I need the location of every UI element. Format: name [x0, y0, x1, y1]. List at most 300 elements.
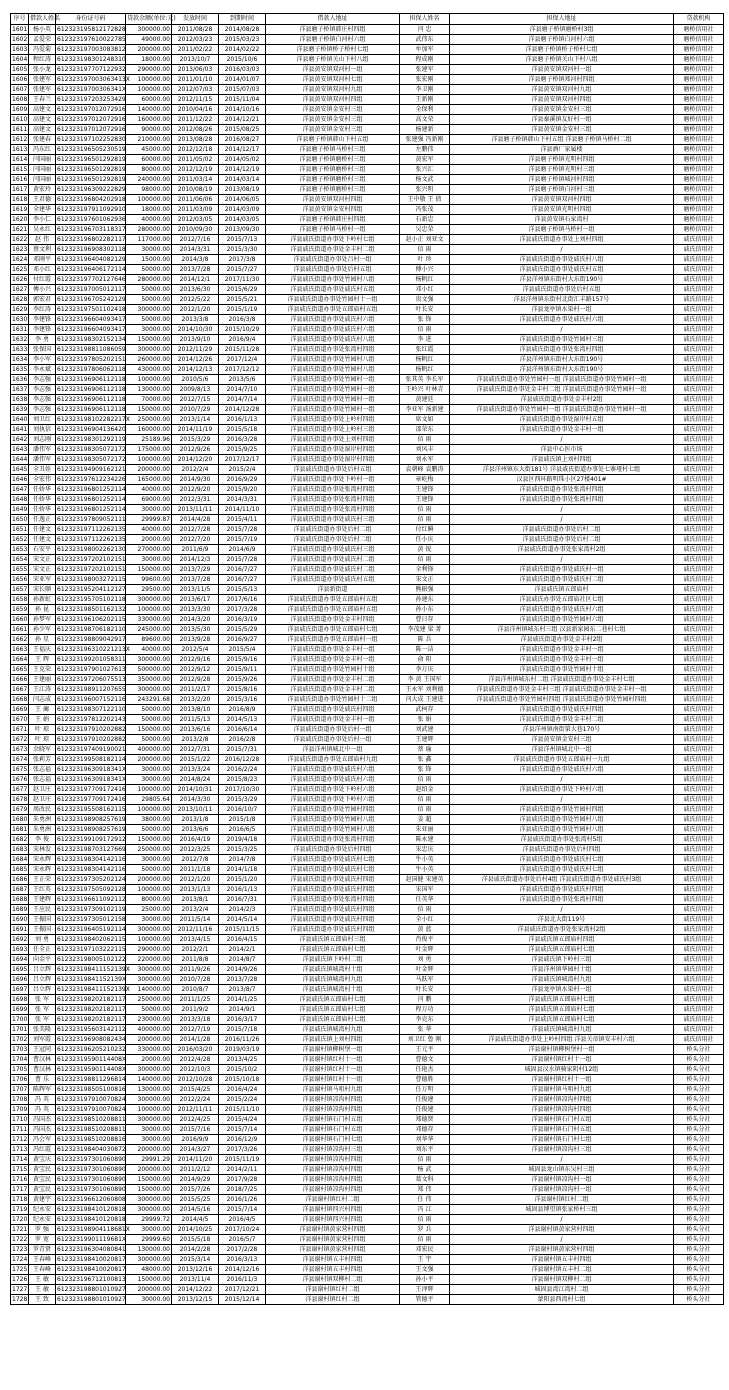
- table-row: [11, 725, 724, 735]
- cell-index: 1622: [12, 235, 28, 243]
- table-row: [11, 915, 724, 925]
- cell-index: 1724: [12, 1255, 28, 1263]
- cell-borrower: 朱勇洲: [29, 815, 56, 825]
- cell-guarantor: 张红霞: [400, 345, 450, 355]
- cell-guarantor-address: /: [450, 1235, 674, 1245]
- cell-borrower-address: 洋县戚氏镇城湾村九组: [266, 975, 400, 985]
- cell-institution: 戚氏信用社: [674, 395, 724, 405]
- cell-borrower: 刘志刚: [29, 435, 56, 445]
- table-row: [11, 1015, 724, 1025]
- cell-borrower-address: 洋县谢村镇凉沟村四组: [266, 1185, 400, 1195]
- cell-institution: 戚氏信用社: [674, 415, 724, 425]
- cell-id-number: 612323198510208816: [57, 1135, 126, 1143]
- cell-borrower-address: 洋县戚氏街道办事处上岭村三组: [266, 425, 400, 435]
- cell-guarantor-address: 洋县戚氏街道办事处戚氏村七组: [450, 865, 674, 875]
- cell-due-date: 2016/4/5: [219, 1215, 266, 1225]
- cell-borrower: 罗青贤: [29, 1245, 56, 1255]
- cell-id-number: 612323197901027613: [57, 665, 126, 673]
- cell-institution: 戚氏信用社: [674, 795, 724, 805]
- cell-borrower: 任建文: [29, 535, 56, 545]
- cell-borrower-address: 洋县谢村镇凉沟村四组: [266, 1175, 400, 1185]
- cell-institution: 戚氏信用社: [674, 915, 724, 925]
- cell-due-date: 2015/07/03: [219, 85, 266, 95]
- cell-due-date: 2015/9/26: [219, 675, 266, 685]
- cell-balance: 50000.00: [126, 1005, 172, 1015]
- cell-issue-date: 2013/2/8: [172, 735, 219, 745]
- cell-due-date: 2016/9/27: [219, 635, 266, 645]
- cell-borrower-address: 洋县磨子桥镇韩庄村四组: [266, 215, 400, 225]
- cell-due-date: 2015/9/25: [219, 445, 266, 455]
- cell-guarantor-address: 洋县磨子桥镇城河村四组: [450, 175, 674, 185]
- cell-guarantor: 武柯存: [400, 705, 450, 715]
- cell-issue-date: 2012/9/26: [172, 445, 219, 455]
- cell-guarantor-address: 洋县戚氏街道办事处戚氏村四组: [450, 705, 674, 715]
- cell-borrower: 孙梦军: [29, 615, 56, 625]
- cell-guarantor: 杨帆红: [400, 275, 450, 285]
- cell-issue-date: 2013/11/4: [172, 1275, 219, 1285]
- cell-institution: 戚氏信用社: [674, 865, 724, 875]
- cell-id-number: 612323198411152139X: [57, 985, 130, 993]
- cell-borrower-address: 洋县戚氏街道办事处戚氏村四组: [266, 705, 400, 715]
- cell-borrower-address: 洋县戚氏街道办事处竹园村一组: [266, 385, 400, 395]
- cell-issue-date: 2013/2/4: [172, 905, 219, 915]
- cell-borrower-address: 洋县谢村镇红村二组: [266, 1195, 400, 1205]
- cell-index: 1728: [12, 1295, 28, 1303]
- cell-id-number: 612323198302152134: [57, 335, 126, 343]
- cell-institution: 戚氏信用社: [674, 605, 724, 615]
- cell-institution: 戚氏信用社: [674, 425, 724, 435]
- table-row: [11, 635, 724, 645]
- table-row: [11, 425, 724, 435]
- cell-balance: 280000.00: [126, 225, 172, 235]
- cell-institution: 戚氏信用社: [674, 1015, 724, 1025]
- cell-due-date: 2016/6/5: [219, 825, 266, 835]
- cell-issue-date: 2010/8/7: [172, 985, 219, 995]
- cell-borrower: 宋长顺: [29, 585, 56, 595]
- table-row: [11, 1245, 724, 1255]
- cell-guarantor-address: 洋县戚氏街道办事处张湾村四组: [450, 345, 674, 355]
- cell-issue-date: 2015/7/26: [172, 1185, 219, 1195]
- table-row: [11, 235, 724, 245]
- cell-id-number: 612323196712100813: [57, 1275, 126, 1283]
- cell-institution: 磨桥信用社: [674, 105, 724, 115]
- cell-institution: 磨桥信用社: [674, 35, 724, 45]
- cell-borrower: 李小军: [29, 355, 56, 365]
- cell-due-date: 2015/11/04: [219, 95, 266, 105]
- cell-index: 1726: [12, 1275, 28, 1283]
- cell-institution: 戚氏信用社: [674, 475, 724, 485]
- cell-borrower-address: 洋县黄安镇双河村四组: [266, 195, 400, 205]
- cell-borrower: 张保国: [29, 345, 56, 355]
- cell-borrower-address: 洋县黄安镇金安村三组: [266, 125, 400, 135]
- cell-borrower: 张志福: [29, 775, 56, 785]
- cell-due-date: 2014/12/16: [219, 1265, 266, 1275]
- cell-borrower: 任娇华: [29, 505, 56, 515]
- cell-institution: 戚氏信用社: [674, 355, 724, 365]
- cell-balance: 200000.00: [126, 1035, 172, 1045]
- cell-borrower: 任娇华: [29, 495, 56, 505]
- cell-id-number: 612323199109172912: [57, 835, 126, 843]
- cell-borrower: 王振国: [29, 925, 56, 935]
- cell-balance: 240000.00: [126, 175, 172, 185]
- cell-index: 1683: [12, 845, 28, 853]
- table-row: [11, 675, 724, 685]
- cell-issue-date: 2012/1/20: [172, 305, 219, 315]
- cell-balance: 30000.00: [126, 775, 172, 785]
- cell-balance: 270000.00: [126, 545, 172, 555]
- cell-issue-date: 2015/5/25: [172, 1195, 219, 1205]
- cell-borrower: 任建文: [29, 525, 56, 535]
- cell-due-date: 2016/7/27: [219, 565, 266, 575]
- cell-guarantor: 任俊建: [400, 1095, 450, 1105]
- cell-guarantor-address: 洋县戚氏街道办事处戚氏村五组: [450, 265, 674, 275]
- table-row: [11, 1075, 724, 1085]
- cell-borrower-address: 洋县谢村镇红村十一组: [266, 1075, 400, 1085]
- table-row: [11, 195, 724, 205]
- cell-issue-date: 2013/3/24: [172, 765, 219, 775]
- cell-guarantor-address: 洋县戚氏街道办事处戚氏村一组: [450, 565, 674, 575]
- cell-balance: 300000.00: [126, 1255, 172, 1265]
- cell-institution: 戚氏信用社: [674, 455, 724, 465]
- cell-index: 1668: [12, 695, 28, 703]
- cell-guarantor-address: /: [450, 1215, 674, 1225]
- cell-issue-date: 2014/10/30: [172, 325, 219, 335]
- cell-borrower: 潘伟军: [29, 455, 56, 465]
- cell-guarantor: 任 伟: [400, 1195, 450, 1205]
- cell-issue-date: 2011/01/10: [172, 75, 219, 85]
- cell-id-number: 612323198304142116: [57, 855, 126, 863]
- table-row: [11, 485, 724, 495]
- cell-due-date: 2018/7/25: [219, 1185, 266, 1195]
- cell-id-number: 612323199201058311: [57, 655, 126, 663]
- cell-guarantor-address: 洋县戚氏街道办事处下岭村六组: [450, 785, 674, 795]
- col-header-balance: 贷款余额(单位:元): [126, 14, 172, 25]
- cell-institution: 戚氏信用社: [674, 335, 724, 345]
- cell-borrower-address: 洋县谢村镇黄家营村四组: [266, 1235, 400, 1245]
- cell-guarantor: 张 娟: [400, 715, 450, 725]
- cell-id-number: 612323197612234226: [57, 475, 126, 483]
- cell-guarantor-address: 洋县龙亭镇水渠村一组: [450, 985, 674, 995]
- cell-index: 1692: [12, 935, 28, 943]
- cell-guarantor: 李茂建 梁 菁: [400, 625, 450, 635]
- cell-id-number: 612323197501102418: [57, 305, 126, 313]
- cell-borrower-address: 洋县戚氏街道办事处后村一组: [266, 735, 400, 745]
- cell-borrower: 李小仁: [29, 215, 56, 225]
- cell-borrower-address: 洋县戚氏街道办事处戚氏村四组: [266, 915, 400, 925]
- cell-balance: 300000.00: [126, 975, 172, 985]
- cell-guarantor: 王建锋: [400, 485, 450, 495]
- cell-index: 1656: [12, 575, 28, 583]
- cell-index: 1624: [12, 255, 28, 263]
- cell-guarantor: 俞 阳: [400, 655, 450, 665]
- cell-guarantor: 席文如: [400, 415, 450, 425]
- cell-id-number: 612323195603142112: [57, 1025, 126, 1033]
- cell-id-number: 612323194909162121: [57, 465, 126, 473]
- cell-index: 1657: [12, 585, 28, 593]
- cell-guarantor-address: /: [450, 325, 674, 335]
- cell-guarantor-address: 洋县黄安镇金安村三组: [450, 105, 674, 115]
- cell-institution: 桥头分社: [674, 1065, 724, 1075]
- cell-guarantor: 孙建东: [400, 595, 450, 605]
- cell-balance: 29999.72: [126, 1215, 172, 1225]
- table-row: [11, 145, 724, 155]
- cell-borrower-address: 洋县戚氏街道办事处竹园村八组: [266, 825, 400, 835]
- cell-borrower-address: 洋县戚氏街道办事处张湾村四组: [266, 495, 400, 505]
- cell-balance: 300000.00: [126, 965, 172, 975]
- cell-institution: 戚氏信用社: [674, 735, 724, 745]
- cell-id-number: 612323197911092910: [57, 205, 126, 213]
- table-row: [11, 85, 724, 95]
- cell-borrower: 王春峰: [29, 1265, 56, 1275]
- cell-borrower: 王振国: [29, 915, 56, 925]
- cell-id-number: 612323198202182117: [57, 1005, 126, 1013]
- cell-borrower-address: 洋县戚氏街道办事处竹园村八组: [266, 355, 400, 365]
- cell-guarantor-address: 洋县谢村镇双柳村二组: [450, 1275, 674, 1285]
- table-row: [11, 525, 724, 535]
- cell-issue-date: 2013/7/28: [172, 265, 219, 275]
- cell-balance: 30000.00: [126, 1295, 172, 1305]
- cell-institution: 戚氏信用社: [674, 315, 724, 325]
- cell-guarantor-address: 洋县戚氏街道办事处张湾村四组: [450, 485, 674, 495]
- table-row: [11, 1095, 724, 1105]
- cell-index: 1719: [12, 1205, 28, 1213]
- cell-id-number: 61232319841152139X: [57, 975, 127, 983]
- cell-borrower-address: 洋县谢村镇黄家营村四组: [266, 1245, 400, 1255]
- table-row: [11, 435, 724, 445]
- cell-index: 1673: [12, 745, 28, 753]
- cell-id-number: 612323196906112118: [57, 395, 126, 403]
- cell-guarantor-address: 洋县谢村镇凉沟村一组: [450, 1185, 674, 1195]
- cell-id-number: 612323198410020817: [57, 1255, 126, 1263]
- cell-due-date: 2015/7/13: [219, 235, 266, 245]
- cell-guarantor: 黄建廷: [400, 395, 450, 405]
- cell-balance: 15000.00: [126, 255, 172, 265]
- cell-guarantor: 任艳杰: [400, 1065, 450, 1075]
- cell-guarantor-address: 洋县戚氏街道办事处后村二组: [450, 535, 674, 545]
- cell-institution: 桥头分社: [674, 1245, 724, 1255]
- cell-id-number: 612323195204112127: [57, 585, 126, 593]
- cell-index: 1700: [12, 1015, 28, 1023]
- cell-borrower-address: 洋县磨子桥镇马桥村一组: [266, 225, 400, 235]
- cell-guarantor: 傅小兴: [400, 265, 450, 275]
- cell-guarantor-address: 洋县北大街119号: [450, 915, 674, 925]
- cell-issue-date: 2013/7/29: [172, 565, 219, 575]
- cell-institution: 戚氏信用社: [674, 765, 724, 775]
- cell-due-date: 2014/3/31: [219, 495, 266, 505]
- cell-borrower: 冯国杰: [29, 1125, 56, 1135]
- cell-id-number: 612323196310221213X: [57, 645, 130, 653]
- cell-guarantor-address: 洋县戚氏街道办事处戚氏村六组: [450, 605, 674, 615]
- cell-issue-date: 2014/12/1: [172, 275, 219, 285]
- cell-due-date: 2015/2/24: [219, 1095, 266, 1105]
- cell-borrower-address: 洋县戚氏街道办事处竹园村十组: [266, 665, 400, 675]
- cell-index: 1648: [12, 495, 28, 503]
- cell-guarantor: 王元平: [400, 1045, 450, 1055]
- cell-borrower-address: 洋县戚氏街道办事处五郎庙村五组: [266, 595, 400, 605]
- cell-borrower-address: 洋县戚氏街道办事处竹园村八组: [266, 365, 400, 375]
- table-row: [11, 505, 724, 515]
- cell-id-number: 61232319590114408X: [57, 1065, 127, 1073]
- cell-borrower-address: 洋县戚氏街道办事处戚氏村二组: [266, 565, 400, 575]
- cell-index: 1686: [12, 875, 28, 883]
- cell-guarantor-address: 洋县洋州镇东街村北街汇丰路157号: [450, 295, 674, 305]
- cell-due-date: 2014/08/28: [219, 25, 266, 35]
- cell-borrower-address: 洋县戚氏街道办事处张湾村四组: [266, 835, 400, 845]
- cell-borrower-address: 洋县黄安镇双河村四组: [266, 95, 400, 105]
- cell-guarantor-address: 蒙阳县西湾村七组: [450, 1295, 674, 1305]
- table-row: [11, 255, 724, 265]
- table-row: [11, 405, 724, 415]
- cell-index: 1661: [12, 625, 28, 633]
- cell-issue-date: 2014/1/28: [172, 1035, 219, 1045]
- cell-issue-date: 2013/8/10: [172, 705, 219, 715]
- cell-guarantor-address: 洋县戚氏街道办事处戚氏村四组: [450, 885, 674, 895]
- cell-id-number: 612323197301060890: [57, 1185, 126, 1193]
- cell-borrower-address: 洋县磨子桥镇磨桥村三组: [266, 155, 400, 165]
- cell-borrower-address: 洋县戚氏街道办事处戚氏村五组: [266, 285, 400, 295]
- cell-borrower: 闫国丽: [29, 155, 56, 165]
- cell-index: 1727: [12, 1285, 28, 1293]
- cell-borrower: 王君德: [29, 195, 56, 205]
- cell-guarantor: 杨建新: [400, 125, 450, 135]
- cell-id-number: 612323197103222115: [57, 945, 126, 953]
- cell-balance: 160000.00: [126, 115, 172, 125]
- cell-guarantor: 杨帆红: [400, 355, 450, 365]
- cell-borrower: 李志强: [29, 385, 56, 395]
- cell-due-date: 2015/3/30: [219, 245, 266, 255]
- cell-guarantor-address: 洋县中心医市场: [450, 445, 674, 455]
- cell-due-date: 2016/5/7: [219, 1235, 266, 1245]
- cell-guarantor: 佰 雨: [400, 775, 450, 785]
- table-row: [11, 785, 724, 795]
- cell-guarantor: 赵国健 宋建英: [400, 875, 450, 885]
- cell-borrower-address: 洋县谢村镇红村二组: [266, 1295, 400, 1305]
- cell-balance: 150000.00: [126, 1175, 172, 1185]
- cell-due-date: 2016/3/13: [219, 1255, 266, 1265]
- cell-guarantor: 佰 雨: [400, 505, 450, 515]
- cell-guarantor-address: /: [450, 515, 674, 525]
- cell-institution: 戚氏信用社: [674, 625, 724, 635]
- table-row: [11, 565, 724, 575]
- cell-issue-date: 2012/5/22: [172, 295, 219, 305]
- cell-guarantor: 刘永军: [400, 455, 450, 465]
- cell-borrower: 孙少军: [29, 625, 56, 635]
- cell-due-date: 2013/08/19: [219, 185, 266, 195]
- cell-guarantor: 王 宇: [400, 1255, 450, 1265]
- table-row: [11, 1135, 724, 1145]
- cell-borrower-address: 洋县磨子桥镇关山下村八组: [266, 55, 400, 65]
- cell-borrower: 刘 勇: [29, 935, 56, 945]
- cell-guarantor-address: 洋县戚氏街道办事处戚氏村二组: [450, 575, 674, 585]
- cell-guarantor: 章屹梅: [400, 475, 450, 485]
- cell-guarantor-address: 洋县谢村镇五丰村四组: [450, 1255, 674, 1265]
- cell-borrower-address: 洋县戚氏街道办事处戚氏村四组: [266, 905, 400, 915]
- cell-borrower: 冯国杰: [29, 1115, 56, 1125]
- cell-guarantor: 陈永建: [400, 835, 450, 845]
- cell-issue-date: 2014/3/27: [172, 1145, 219, 1155]
- cell-id-number: 612323199508182114: [57, 755, 126, 763]
- table-row: [11, 875, 724, 885]
- cell-guarantor-address: 洋县戚氏镇五郎庙村七组: [450, 945, 674, 955]
- cell-borrower-address: 洋县戚氏街道办事处竹园村八组: [266, 815, 400, 825]
- table-row: [11, 615, 724, 625]
- cell-guarantor-address: 洋县谢村镇红村十一组: [450, 1075, 674, 1085]
- cell-institution: 戚氏信用社: [674, 925, 724, 935]
- cell-issue-date: 2013/12/15: [172, 1295, 219, 1305]
- cell-index: 1691: [12, 925, 28, 933]
- cell-due-date: 2015/11/19: [219, 1155, 266, 1165]
- cell-guarantor: 王中敬 王 倩: [400, 195, 450, 205]
- cell-borrower: 叶 琼: [29, 735, 56, 745]
- cell-guarantor: 佰 雨: [400, 1155, 450, 1165]
- cell-borrower: 王春峰: [29, 1255, 56, 1265]
- cell-index: 1698: [12, 995, 28, 1003]
- cell-index: 1626: [12, 275, 28, 283]
- cell-guarantor: 张兴明: [400, 185, 450, 195]
- cell-issue-date: 2013/4/15: [172, 935, 219, 945]
- cell-guarantor-address: 洋县戚氏街道办事处金丰村2组: [450, 395, 674, 405]
- cell-institution: 戚氏信用社: [674, 385, 724, 395]
- table-row: [11, 105, 724, 115]
- cell-index: 1667: [12, 685, 28, 693]
- table-row: [11, 305, 724, 315]
- cell-due-date: 2015/7/28: [219, 555, 266, 565]
- cell-index: 1617: [12, 185, 28, 193]
- cell-due-date: 2015/10/18: [219, 1075, 266, 1085]
- cell-borrower-address: 洋县戚氏街道办事处后村五组: [266, 465, 400, 475]
- table-row: [11, 25, 724, 35]
- cell-issue-date: 2013/06/03: [172, 65, 219, 75]
- header-row: [11, 14, 724, 25]
- cell-guarantor: 张其英 李长军: [400, 375, 450, 385]
- cell-guarantor-address: 洋县戚氏镇五郎庙村: [450, 585, 674, 595]
- cell-id-number: 612323197806062118: [57, 365, 126, 373]
- cell-due-date: 2016/7/31: [219, 895, 266, 905]
- cell-issue-date: 2011/12/22: [172, 115, 219, 125]
- cell-guarantor: 任小庆: [400, 535, 450, 545]
- cell-guarantor: 刘卫红 鲁 刚: [400, 1035, 450, 1045]
- cell-issue-date: 2013/6/17: [172, 595, 219, 605]
- cell-guarantor: 叶金辉: [400, 945, 450, 955]
- cell-guarantor: 叶 珍: [400, 255, 450, 265]
- cell-guarantor: 佰 雨: [400, 795, 450, 805]
- cell-institution: 桥头分社: [674, 1215, 724, 1225]
- cell-id-number: 612323196612060808: [57, 1195, 126, 1203]
- cell-issue-date: 2011/6/9: [172, 545, 219, 555]
- cell-guarantor-address: 洋县戚氏街道办事处戚氏村六组: [450, 315, 674, 325]
- cell-id-number: 61232319901119681X: [57, 1235, 127, 1243]
- cell-due-date: 2015/3/16: [219, 695, 266, 705]
- cell-guarantor: 张宏刚: [400, 75, 450, 85]
- cell-index: 1642: [12, 435, 28, 443]
- cell-borrower-address: 洋县戚氏街道办事处戚氏村四组: [266, 875, 400, 885]
- cell-index: 1694: [12, 955, 28, 963]
- cell-borrower: 吴永红: [29, 225, 56, 235]
- cell-guarantor-address: 洋县洋州镇城东村三组 汉县新家园东二巷村七组: [450, 625, 674, 635]
- cell-id-number: 612323197409190021: [57, 745, 126, 753]
- col-header-id-number: 身份证号码: [56, 14, 126, 25]
- cell-id-number: 612323197202102151: [57, 565, 126, 573]
- table-row: [11, 205, 724, 215]
- cell-due-date: 2015/3/29: [219, 795, 266, 805]
- cell-balance: 70000.00: [126, 395, 172, 405]
- cell-index: 1680: [12, 815, 28, 823]
- cell-borrower: 曹汉林: [29, 1065, 56, 1075]
- cell-borrower-address: 洋县戚氏街道办事处金丰村二组: [266, 245, 400, 255]
- cell-id-number: 612323196501292819: [57, 175, 126, 183]
- cell-issue-date: 2012/7/20: [172, 535, 219, 545]
- cell-borrower: 张建春: [29, 135, 56, 145]
